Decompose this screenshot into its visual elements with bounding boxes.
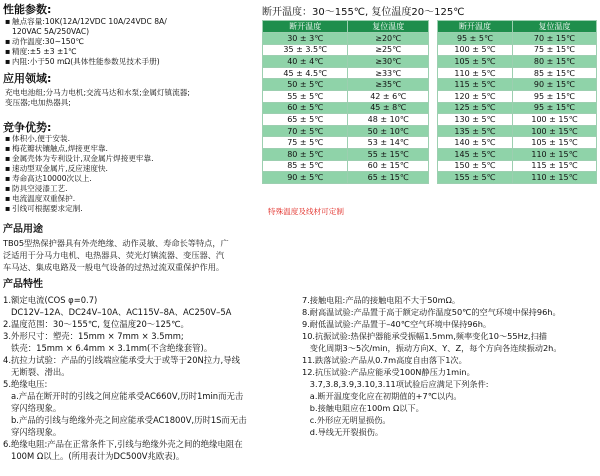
table-row (438, 33, 597, 45)
reset-temp: 110 ± 15℃ (512, 148, 596, 160)
open-temp: 60 ± 5℃ (263, 102, 348, 114)
spec-line: 变化周期3～5次/min，振动方向X、Y、Z，每个方向各连续振动2h。 (302, 343, 562, 353)
table-row (438, 56, 597, 68)
usage-title: 产品用途 (3, 224, 43, 235)
spec-line: 5.绝缘电压: (3, 379, 48, 389)
specs-left-column (3, 294, 247, 462)
open-temp: 145 ± 5℃ (438, 148, 513, 160)
spec-line: 9.耐低温试验:产品置于–40℃空气环境中保持96h。 (302, 319, 492, 329)
advantage-item: ▪ 梅花瓣状镶触点,焊接更牢靠. (5, 144, 154, 154)
table-row (263, 79, 429, 91)
reset-temp: 53 ± 14℃ (348, 137, 429, 149)
spec-line: 4.抗拉力试验：产品的引线端应能承受大于或等于20N拉力,导线 (3, 355, 240, 365)
table-row (263, 137, 429, 149)
reset-temp: ≥33℃ (348, 67, 429, 79)
table-row (263, 102, 429, 114)
table-row (263, 148, 429, 160)
reset-temp: 45 ± 8℃ (348, 102, 429, 114)
reset-temp: 55 ± 15℃ (348, 148, 429, 160)
open-temp: 35 ± 3.5℃ (263, 44, 348, 56)
spec-line: b.接触电阻应在100m Ω以下。 (302, 403, 424, 413)
table-row (438, 67, 597, 79)
open-temp: 105 ± 5℃ (438, 56, 513, 68)
spec-line: 1.额定电流(COS φ=0.7) (3, 295, 98, 305)
open-temp: 115 ± 5℃ (438, 79, 513, 91)
open-temp: 75 ± 5℃ (263, 137, 348, 149)
spec-line: d.导线无开裂损伤。 (302, 427, 384, 437)
usage-line: 车马达、集成电路及一般电气设备的过热过流双重保护作用。 (3, 262, 225, 272)
reset-temp: 90 ± 15℃ (512, 79, 596, 91)
reset-temp: 50 ± 10℃ (348, 125, 429, 137)
table-row (438, 102, 597, 114)
spec-line: a.断开温度变化应在初期值的+7℃以内。 (302, 391, 462, 401)
specs-right-column (302, 294, 562, 438)
spec-line: b.产品的引线与绝缘外壳之间应能承受AC1800V,历时1S而无击 (3, 415, 247, 425)
open-temp: 120 ± 5℃ (438, 90, 513, 102)
application-line: 充电电池组;分马力电机;交流马达和水泵;金属灯镇流器; (5, 88, 190, 97)
advantage-item: ▪ 防具空浸漆工艺. (5, 184, 154, 194)
application-line: 变压器;电加热器具; (5, 98, 71, 107)
temperature-table-2 (437, 20, 597, 184)
spec-line: 8.耐高温试验:产品置于高于额定动作温度50℃的空气环境中保持96h。 (302, 307, 561, 317)
reset-temp: 42 ± 6℃ (348, 90, 429, 102)
spec-line: a.产品在断开时的引线之间应能承受AC660V,历时1min而无击 (3, 391, 244, 401)
custom-note: 特殊温度及线材可定制 (268, 207, 344, 216)
reset-temp: 115 ± 15℃ (512, 160, 596, 172)
col-reset-header: 复位温度 (512, 21, 596, 33)
open-temp: 45 ± 4.5℃ (263, 67, 348, 79)
spec-line: 无断裂、滑出。 (3, 367, 70, 377)
spec-line: 11.跌落试验:产品从0.7m高度自由落下1次。 (302, 355, 467, 365)
open-temp: 30 ± 3℃ (263, 33, 348, 45)
performance-list (5, 17, 167, 67)
open-temp: 135 ± 5℃ (438, 125, 513, 137)
reset-temp: 48 ± 10℃ (348, 114, 429, 126)
temperature-header: 断开温度：30～155℃, 复位温度20～125℃ (262, 7, 465, 18)
reset-temp: 95 ± 15℃ (512, 90, 596, 102)
performance-title: 性能参数: (3, 3, 52, 16)
specs-title: 产品特性 (3, 279, 43, 290)
open-temp: 90 ± 5℃ (263, 172, 348, 184)
table-row (263, 172, 429, 184)
table-row (263, 33, 429, 45)
advantage-item: ▪ 引线可根据要求定制. (5, 204, 154, 214)
table-row (263, 56, 429, 68)
table-row (438, 114, 597, 126)
open-temp: 70 ± 5℃ (263, 125, 348, 137)
table-row (263, 90, 429, 102)
advantage-item: ▪ 寿命高达10000次以上. (5, 174, 154, 184)
spec-line: 3.7,3.8,3.9,3.10,3.11项试验后应满足下列条件: (302, 379, 489, 389)
open-temp: 55 ± 5℃ (263, 90, 348, 102)
table-row (438, 125, 597, 137)
reset-temp: ≥35℃ (348, 79, 429, 91)
spec-line: 12.抗压试验:产品应能承受100N静压力1min。 (302, 367, 475, 377)
spec-line: c.外形应无明显损伤。 (302, 415, 391, 425)
advantage-item: ▪ 速动型双金属片,反应速度快. (5, 164, 154, 174)
open-temp: 85 ± 5℃ (263, 160, 348, 172)
spec-line: 100M Ω以上。(所用表计为DC500V兆欧表)。 (3, 451, 185, 461)
advantages-list (5, 134, 154, 214)
col-open-header: 断开温度 (438, 21, 513, 33)
open-temp: 95 ± 5℃ (438, 33, 513, 45)
reset-temp: 95 ± 15℃ (512, 102, 596, 114)
reset-temp: 65 ± 15℃ (348, 172, 429, 184)
reset-temp: 85 ± 15℃ (512, 67, 596, 79)
table-row (263, 160, 429, 172)
open-temp: 140 ± 5℃ (438, 137, 513, 149)
open-temp: 80 ± 5℃ (263, 148, 348, 160)
open-temp: 110 ± 5℃ (438, 67, 513, 79)
usage-line: 泛适用于分马力电机、电热器具、荧光灯镇流器、变压器、汽 (3, 250, 225, 260)
usage-line: TB05型热保护器具有外壳绝缘、动作灵敏、寿命长等特点，广 (3, 238, 229, 248)
table-row (438, 172, 597, 184)
spec-line: 2.温度范围：30～155℃, 复位温度20～125℃。 (3, 319, 189, 329)
reset-temp: 100 ± 15℃ (512, 114, 596, 126)
performance-item: ▪ 精度:±5 ±3 ±1℃ (5, 47, 167, 57)
application-title: 应用领域: (3, 72, 52, 85)
performance-item: ▪ 触点容量:10K(12A/12VDC 10A/24VDC 8A/ (5, 17, 167, 27)
table-row (438, 137, 597, 149)
reset-temp: ≥30℃ (348, 56, 429, 68)
reset-temp: ≥25℃ (348, 44, 429, 56)
open-temp: 130 ± 5℃ (438, 114, 513, 126)
advantage-item: ▪ 电流温度双重保护. (5, 194, 154, 204)
table-row (263, 67, 429, 79)
reset-temp: 60 ± 15℃ (348, 160, 429, 172)
advantage-item: ▪ 金属壳体为专利设计,双金属片焊接更牢靠. (5, 154, 154, 164)
open-temp: 50 ± 5℃ (263, 79, 348, 91)
advantage-item: ▪ 体积小,便于安装. (5, 134, 154, 144)
spec-line: 10.抗振试验:热保护器能承受振幅1.5mm,频率变化10～55Hz,扫描 (302, 331, 547, 341)
reset-temp: ≥20℃ (348, 33, 429, 45)
reset-temp: 100 ± 15℃ (512, 125, 596, 137)
spec-line: DC12V–12A、DC24V–10A、AC115V–8A、AC250V–5A (3, 307, 232, 317)
performance-item: ▪ 动作温度:30~150℃ (5, 37, 167, 47)
reset-temp: 80 ± 15℃ (512, 56, 596, 68)
open-temp: 125 ± 5℃ (438, 102, 513, 114)
application-text (5, 88, 190, 108)
spec-line: 6.绝缘电阻:产品在正常条件下,引线与绝缘外壳之间的绝缘电阻在 (3, 439, 243, 449)
open-temp: 155 ± 5℃ (438, 172, 513, 184)
open-temp: 150 ± 5℃ (438, 160, 513, 172)
reset-temp: 110 ± 15℃ (512, 172, 596, 184)
table-row (438, 160, 597, 172)
open-temp: 65 ± 5℃ (263, 114, 348, 126)
usage-text (3, 237, 229, 273)
col-reset-header: 复位温度 (348, 21, 429, 33)
spec-line: 7.接触电阻:产品的接触电阻不大于50mΩ。 (302, 295, 461, 305)
spec-line: 铁壳：15mm × 6.4mm × 3.1mm(不含绝缘套管)。 (3, 343, 213, 353)
table-row (263, 44, 429, 56)
performance-item-cont: 120VAC 5A/250VAC) (12, 27, 90, 36)
temperature-table-1 (262, 20, 429, 184)
table-row (438, 90, 597, 102)
spec-line: 穿闪络现象。 (3, 403, 62, 413)
open-temp: 100 ± 5℃ (438, 44, 513, 56)
advantages-title: 竞争优势: (3, 121, 52, 134)
table-row (438, 148, 597, 160)
table-row (438, 44, 597, 56)
open-temp: 40 ± 4℃ (263, 56, 348, 68)
reset-temp: 70 ± 15℃ (512, 33, 596, 45)
spec-line: 3.外形尺寸：塑壳：15mm × 7mm × 3.5mm; (3, 331, 184, 341)
performance-item: ▪ 内阻:小于50 mΩ(具体性能参数见技术手册) (5, 57, 167, 67)
reset-temp: 75 ± 15℃ (512, 44, 596, 56)
table-row (263, 114, 429, 126)
table-row (263, 125, 429, 137)
reset-temp: 105 ± 15℃ (512, 137, 596, 149)
table-row (438, 79, 597, 91)
col-open-header: 断开温度 (263, 21, 348, 33)
spec-line: 穿闪络现象。 (3, 427, 62, 437)
